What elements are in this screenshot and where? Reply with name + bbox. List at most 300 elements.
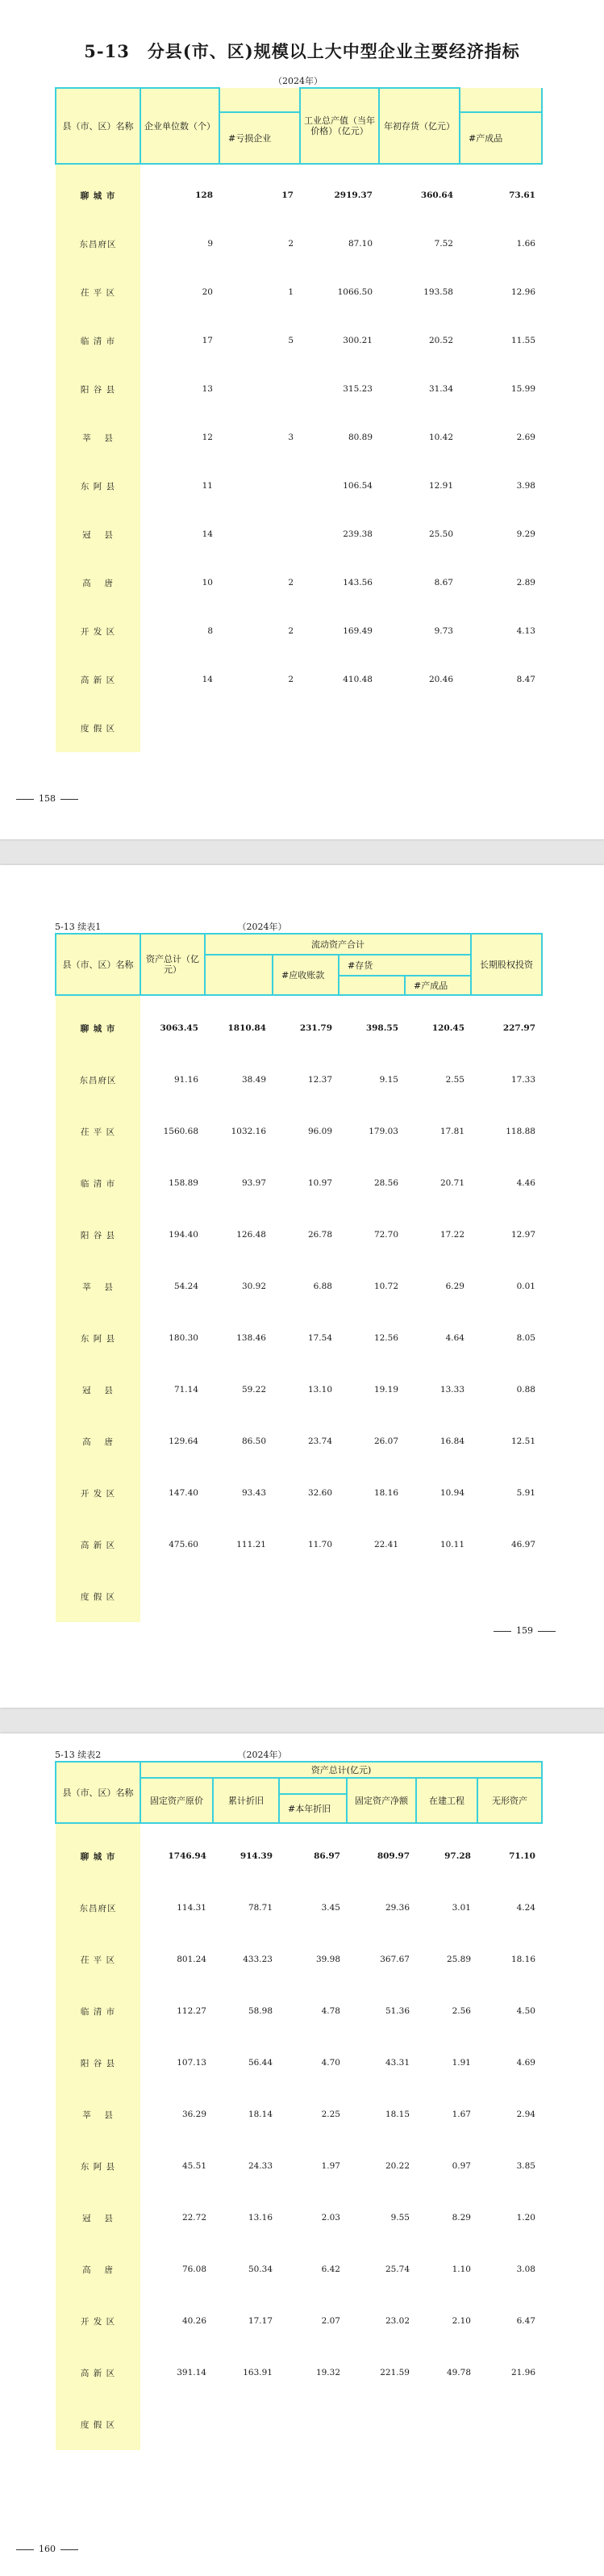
county-name: 度 假 区 [56,2398,140,2450]
county-name: 开 发 区 [56,2295,140,2347]
continuation-label: 5-13 续表1 [55,922,102,932]
table-cell: 73.61 [509,190,535,200]
table-row-total [56,1002,542,1054]
table-cell: 25.50 [428,529,453,539]
county-name: 聊 城 市 [56,171,140,220]
table-cell: 179.03 [369,1127,398,1136]
table-cell [460,704,542,752]
table-cell: 22.72 [181,2213,206,2223]
table-cell: 1810.84 [227,1023,266,1033]
table-cell: 4.46 [516,1178,535,1188]
table-row [56,1570,542,1622]
county-name: 东 阿 县 [56,2140,140,2192]
table-cell: 8.67 [434,578,453,588]
county-name: 高 新 区 [56,655,140,704]
table-cell: 4.64 [445,1333,464,1343]
table-cell [205,1570,273,1622]
table-cell: 43.31 [385,2058,410,2068]
county-name: 茌 平 区 [56,1934,140,1985]
table-row [56,1934,542,1985]
table-cell: 2 [288,675,294,684]
table-cell: 158.89 [169,1178,198,1188]
table-cell: 16.84 [439,1436,464,1446]
table-cell: 93.43 [241,1488,266,1498]
table-cell: 180.30 [169,1333,198,1343]
county-name: 莘 县 [56,2089,140,2140]
table-cell: 0.88 [516,1385,535,1395]
table-cell: 4.50 [516,2006,535,2016]
table-cell: 9.15 [379,1075,398,1085]
county-name: 高 唐 [56,558,140,607]
county-name: 高 新 区 [56,2347,140,2398]
table-row [56,462,542,510]
table-cell: 367.67 [380,1955,410,1964]
county-name: 临 清 市 [56,1985,140,2037]
table-body [56,1823,542,2450]
table-cell: 4.70 [321,2058,340,2068]
table-cell: 19.32 [315,2368,340,2377]
table-cell: 0.01 [516,1282,535,1291]
table-cell: 2.10 [452,2316,471,2326]
table-assets-1 [55,933,541,1622]
header-accum-dep: 累计折旧 [213,1778,279,1823]
table-row [56,1106,542,1157]
header-inventory: #存货 [339,955,471,976]
table-cell: 2.69 [516,433,535,442]
header-county: 县（市、区）名称 [56,1762,140,1823]
table-row-total [56,171,542,220]
table-cell: 7.52 [434,239,453,249]
table-cell: 2 [288,578,294,588]
table-cell: 809.97 [377,1851,410,1861]
table-cell: 1560.68 [163,1127,198,1136]
table-assets-2 [55,1761,541,2450]
table-cell: 86.50 [241,1436,266,1446]
page-number: 158 [11,793,83,804]
county-name: 开 发 区 [56,1467,140,1519]
table-cell [219,704,300,752]
page-159 [0,865,604,1708]
table-cell: 3.85 [516,2161,535,2171]
county-name: 东 阿 县 [56,1312,140,1364]
table-row [56,655,542,704]
table-cell: 6.42 [321,2264,340,2274]
table-cell: 71.10 [509,1851,535,1861]
table-cell: 193.58 [423,287,453,297]
table-cell: 2.55 [445,1075,464,1085]
table-cell: 36.29 [181,2110,206,2119]
table-cell: 2.94 [516,2110,535,2119]
table-cell: 1.66 [516,239,535,249]
page-number: 160 [11,2544,83,2554]
table-row [56,607,542,655]
table-cell: 12.96 [510,287,535,297]
table-row [56,704,542,752]
table-cell: 12 [202,433,213,442]
table-row [56,558,542,607]
header-equity-invest: 长期股权投资 [471,934,542,995]
table-row [56,1157,542,1209]
table-cell: 96.09 [307,1127,332,1136]
table-row [56,1054,542,1106]
county-name: 莘 县 [56,413,140,462]
county-name: 茌 平 区 [56,268,140,316]
table-cell [219,365,300,413]
table-cell: 12.51 [510,1436,535,1446]
table-cell [279,2398,347,2450]
county-name: 冠 县 [56,1364,140,1416]
table-cell: 32.60 [307,1488,332,1498]
table-row [56,1416,542,1467]
table-cell: 86.97 [314,1851,340,1861]
table-cell: 24.33 [248,2161,273,2171]
table-cell: 8.47 [516,675,535,684]
year-label: （2024年） [237,1750,287,1760]
table-cell: 239.38 [343,529,373,539]
table-cell: 91.16 [173,1075,198,1085]
table-cell: 49.78 [446,2368,471,2377]
table-cell: 1.20 [516,2213,535,2223]
table-cell [273,1570,339,1622]
table-cell: 8.29 [452,2213,471,2223]
table-row [56,510,542,558]
table-body [56,995,542,1622]
table-row [56,1985,542,2037]
table-cell: 107.13 [177,2058,206,2068]
page-number: 159 [489,1625,560,1636]
table-row [56,2244,542,2295]
table-cell: 18.16 [510,1955,535,1964]
table-cell: 1032.16 [231,1127,266,1136]
table-cell: 97.28 [444,1851,471,1861]
table-cell [219,462,300,510]
table-cell [416,2398,477,2450]
table-row [56,413,542,462]
table-cell: 147.40 [169,1488,198,1498]
table-cell: 2 [288,626,294,636]
county-name: 临 清 市 [56,316,140,365]
header-county: 县（市、区）名称 [56,934,140,995]
table-cell: 5 [288,336,294,345]
table-cell: 2.03 [321,2213,340,2223]
table-cell: 26.07 [373,1436,398,1446]
table-cell: 58.98 [248,2006,273,2016]
table-row [56,2295,542,2347]
table-cell: 30.92 [241,1282,266,1291]
table-cell: 6.47 [516,2316,535,2326]
table-cell: 4.78 [321,2006,340,2016]
table-cell: 17.22 [439,1230,464,1240]
table-cell: 13.10 [307,1385,332,1395]
table-cell: 194.40 [169,1230,198,1240]
table-cell: 1.67 [452,2110,471,2119]
table-cell: 138.46 [236,1333,266,1343]
table-cell [219,510,300,558]
table-cell: 12.37 [307,1075,332,1085]
county-name: 度 假 区 [56,704,140,752]
header-finished: #产成品 [405,976,471,995]
table-cell [140,704,219,752]
table-cell: 3.98 [516,481,535,491]
table-cell: 221.59 [380,2368,410,2377]
table-cell: 2.25 [321,2110,340,2119]
table-cell: 3.08 [516,2264,535,2274]
county-name: 冠 县 [56,2192,140,2244]
county-name: 度 假 区 [56,1570,140,1622]
table-cell: 1746.94 [168,1851,206,1861]
county-name: 高 唐 [56,2244,140,2295]
table-cell: 111.21 [236,1540,266,1549]
table-cell: 9 [207,239,213,249]
table-cell: 9.73 [434,626,453,636]
table-cell: 360.64 [420,190,453,200]
county-name: 莘 县 [56,1261,140,1312]
table-cell: 93.97 [241,1178,266,1188]
table-cell: 40.26 [181,2316,206,2326]
county-name: 茌 平 区 [56,1106,140,1157]
table-cell: 56.44 [248,2058,273,2068]
table-cell: 12.97 [510,1230,535,1240]
table-cell: 8.05 [516,1333,535,1343]
table-cell: 3 [288,433,294,442]
table-row [56,365,542,413]
table-cell: 3.45 [321,1903,340,1913]
table-cell [347,2398,416,2450]
table-cell: 13.33 [439,1385,464,1395]
table-cell: 87.10 [348,239,373,249]
header-finished: #产成品 [460,112,542,164]
table-cell [140,2398,213,2450]
table-cell: 17.17 [248,2316,273,2326]
page-158 [0,0,604,839]
table-cell: 18.14 [248,2110,273,2119]
table-cell: 1.10 [452,2264,471,2274]
table-cell: 9.29 [516,529,535,539]
table-cell [379,704,460,752]
table-cell: 50.34 [248,2264,273,2274]
table-cell: 3063.45 [160,1023,198,1033]
table-cell: 31.34 [428,384,453,394]
table-cell: 1.91 [452,2058,471,2068]
table-cell: 120.45 [431,1023,464,1033]
table-cell: 143.56 [343,578,373,588]
header-group: 资产总计(亿元) [140,1762,542,1778]
table-cell: 11 [202,481,213,491]
table-row [56,1467,542,1519]
table-cell: 10.94 [439,1488,464,1498]
header-intangible: 无形资产 [477,1778,542,1823]
table-cell: 14 [202,675,213,684]
continuation-label: 5-13 续表2 [55,1750,102,1760]
table-cell: 20.71 [439,1178,464,1188]
county-name: 阳 谷 县 [56,365,140,413]
table-row [56,1882,542,1934]
table-cell: 17 [202,336,213,345]
table-cell: 914.39 [240,1851,273,1861]
table-cell: 21.96 [510,2368,535,2377]
county-name: 聊 城 市 [56,1830,140,1882]
table-cell: 4.13 [516,626,535,636]
header-total-assets: 资产总计（亿元） [140,934,205,995]
county-name: 阳 谷 县 [56,2037,140,2089]
table-cell: 12.56 [373,1333,398,1343]
header-current-assets: 流动资产合计 [205,934,471,955]
table-cell: 398.55 [365,1023,398,1033]
county-name: 冠 县 [56,510,140,558]
header-inventory: 年初存货（亿元） [379,88,460,164]
table-cell: 14 [202,529,213,539]
table-body [56,164,542,752]
table-cell: 1066.50 [337,287,373,297]
table-cell: 9.55 [390,2213,410,2223]
table-row [56,1364,542,1416]
table-cell: 10.42 [428,433,453,442]
table-cell: 39.98 [315,1955,340,1964]
header-fixed-net: 固定资产净额 [347,1778,416,1823]
table-cell: 46.97 [510,1540,535,1549]
county-name: 东 阿 县 [56,462,140,510]
table-main-indicators [55,87,541,752]
table-cell: 25.89 [446,1955,471,1964]
table-cell [471,1570,542,1622]
table-cell: 18.15 [385,2110,410,2119]
table-cell: 29.36 [385,1903,410,1913]
table-row [56,1209,542,1261]
table-cell: 128 [195,190,213,200]
table-row [56,2192,542,2244]
table-cell: 114.31 [177,1903,206,1913]
table-cell: 315.23 [343,384,373,394]
table-row-total [56,1830,542,1882]
table-cell [140,1570,205,1622]
table-cell: 13.16 [248,2213,273,2223]
header-enterprises: 企业单位数（个） [140,88,219,164]
table-row [56,2398,542,2450]
table-cell: 163.91 [243,2368,273,2377]
table-cell: 5.91 [516,1488,535,1498]
table-row [56,268,542,316]
table-cell: 17.54 [307,1333,332,1343]
table-cell: 475.60 [169,1540,198,1549]
table-row [56,1261,542,1312]
page-title: 5-13 分县(市、区)规模以上大中型企业主要经济指标 [84,41,520,61]
page-160 [0,1733,604,2576]
table-row [56,2037,542,2089]
table-cell: 1 [288,287,294,297]
table-cell: 169.49 [343,626,373,636]
county-name: 临 清 市 [56,1157,140,1209]
header-construction: 在建工程 [416,1778,477,1823]
table-cell: 80.89 [348,433,373,442]
table-cell: 25.74 [385,2264,410,2274]
table-cell: 20.46 [428,675,453,684]
table-cell: 2919.37 [334,190,373,200]
table-cell: 231.79 [299,1023,332,1033]
table-cell: 59.22 [241,1385,266,1395]
header-fixed-original: 固定资产原价 [140,1778,213,1823]
table-cell: 54.24 [173,1282,198,1291]
table-cell: 227.97 [502,1023,535,1033]
table-cell: 22.41 [373,1540,398,1549]
table-cell: 126.48 [236,1230,266,1240]
county-name: 东昌府区 [56,1054,140,1106]
table-cell: 2.56 [452,2006,471,2016]
table-cell [405,1570,471,1622]
table-cell: 20.52 [428,336,453,345]
table-cell: 410.48 [343,675,373,684]
table-cell: 17 [281,190,294,200]
table-row [56,220,542,268]
table-cell: 391.14 [177,2368,206,2377]
table-cell: 15.99 [510,384,535,394]
table-cell [213,2398,279,2450]
year-label: （2024年） [273,76,323,86]
table-cell: 20 [202,287,213,297]
table-cell: 10.72 [373,1282,398,1291]
table-cell: 12.91 [428,481,453,491]
table-row [56,2347,542,2398]
table-cell: 118.88 [506,1127,535,1136]
header-current-dep: #本年折旧 [279,1794,347,1823]
header-loss: #亏损企业 [219,112,300,164]
table-cell: 3.01 [452,1903,471,1913]
county-name: 开 发 区 [56,607,140,655]
table-cell [339,1570,405,1622]
table-cell: 17.81 [439,1127,464,1136]
table-cell: 17.33 [510,1075,535,1085]
table-cell: 23.74 [307,1436,332,1446]
table-cell: 10.97 [307,1178,332,1188]
table-cell: 51.36 [385,2006,410,2016]
table-cell: 20.22 [385,2161,410,2171]
table-row [56,2089,542,2140]
table-cell [300,704,379,752]
table-cell: 2.89 [516,578,535,588]
table-cell: 2 [288,239,294,249]
table-row [56,1519,542,1570]
table-cell: 6.29 [445,1282,464,1291]
table-row [56,1312,542,1364]
table-cell: 106.54 [343,481,373,491]
table-cell: 45.51 [181,2161,206,2171]
table-cell: 10.11 [439,1540,464,1549]
table-cell: 11.55 [510,336,535,345]
county-name: 聊 城 市 [56,1002,140,1054]
table-cell: 26.78 [307,1230,332,1240]
table-cell: 38.49 [241,1075,266,1085]
table-cell: 19.19 [373,1385,398,1395]
table-cell: 71.14 [173,1385,198,1395]
table-cell: 433.23 [243,1955,273,1964]
table-row [56,2140,542,2192]
table-cell: 28.56 [373,1178,398,1188]
table-cell: 4.69 [516,2058,535,2068]
table-cell [477,2398,542,2450]
table-cell: 76.08 [181,2264,206,2274]
county-name: 高 唐 [56,1416,140,1467]
year-label: （2024年） [237,922,287,932]
table-cell: 300.21 [343,336,373,345]
table-cell: 18.16 [373,1488,398,1498]
table-cell: 801.24 [177,1955,206,1964]
county-name: 阳 谷 县 [56,1209,140,1261]
table-cell: 23.02 [385,2316,410,2326]
county-name: 高 新 区 [56,1519,140,1570]
header-receivables: #应收账款 [273,955,339,995]
table-cell: 10 [202,578,213,588]
table-cell: 1.97 [321,2161,340,2171]
table-cell: 8 [207,626,213,636]
